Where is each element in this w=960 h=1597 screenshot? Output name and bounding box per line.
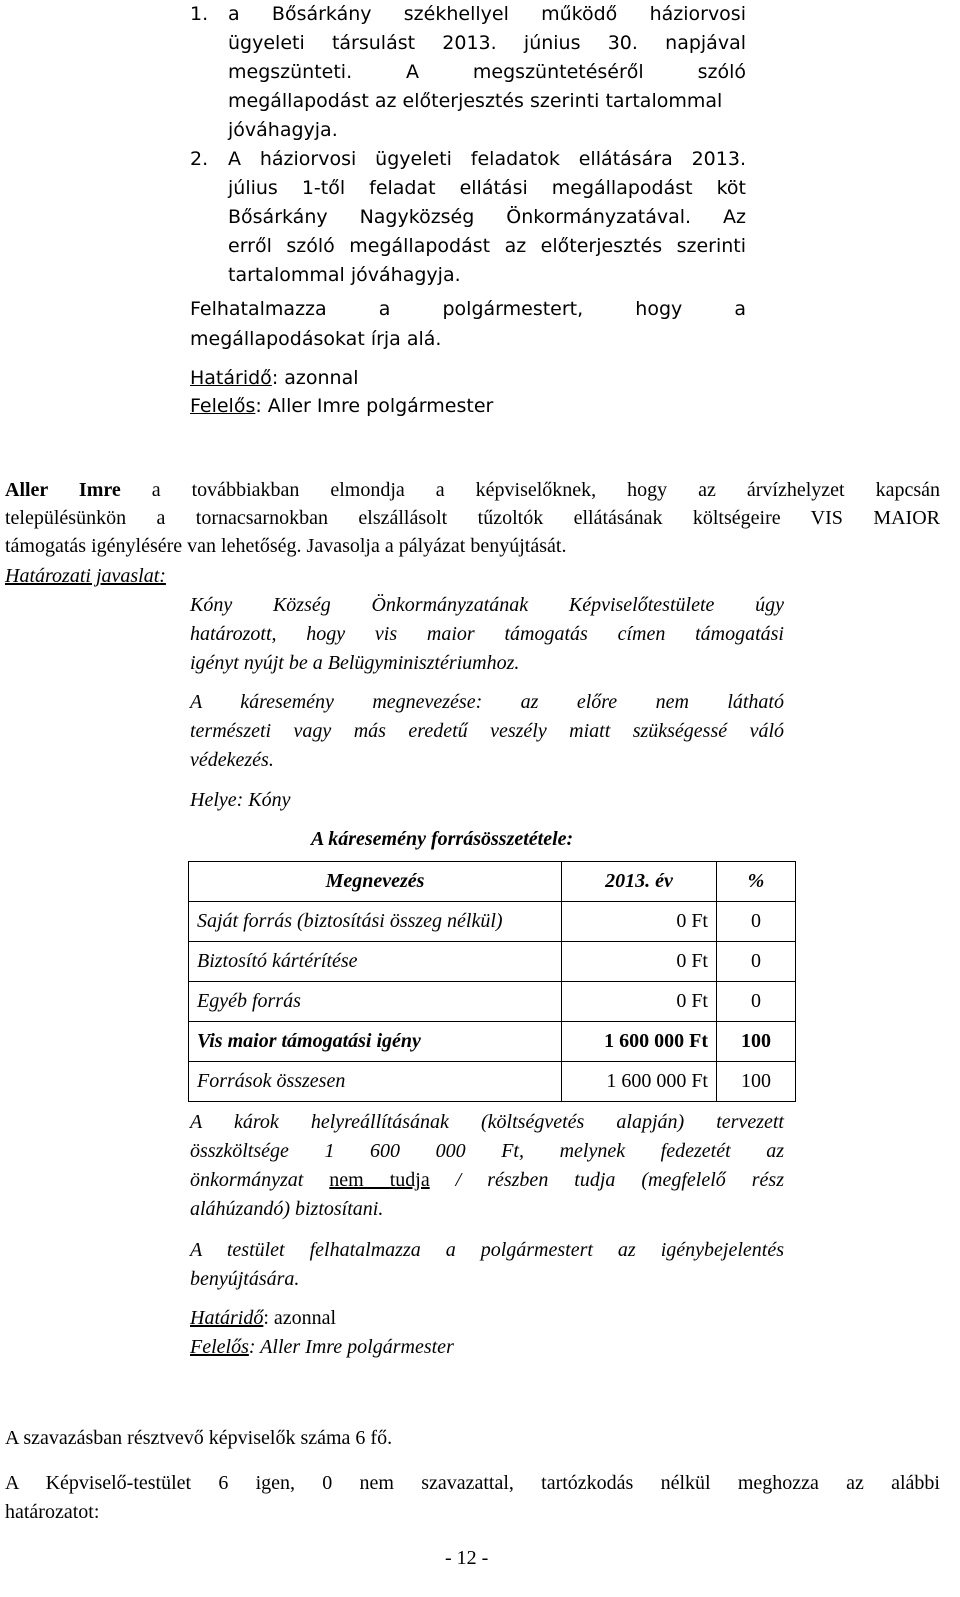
proposal-heading: Határozati javaslat: (5, 565, 166, 587)
proposal-deadline-line (190, 1304, 336, 1332)
table-cell-name: Biztosító kártérítése (189, 942, 562, 982)
auth-line: A testület felhatalmazza a polgármestert az igénybejelentés (190, 1239, 784, 1261)
cost-line: összköltsége 1 600 000 Ft, melynek fedezetét az (190, 1140, 784, 1162)
list-item-1-line: a Bősárkány székhellyel működő háziorvosi (228, 3, 746, 25)
deadline-value: : azonnal (271, 367, 359, 389)
table-cell-pct: 0 (717, 982, 796, 1022)
table-header-cell: Megnevezés (189, 862, 562, 902)
table-cell-pct: 100 (717, 1022, 796, 1062)
table-cell-name: Források összesen (189, 1062, 562, 1102)
authorize-text: Felhatalmazza a polgármestert, hogy a (190, 298, 746, 320)
speech-line: településünkön a tornacsarnokban elszállásolt tűzoltók ellátásának költségeire VIS MAIOR (5, 507, 940, 529)
list-item-2-line: július 1-től feladat ellátási megállapodást köt (228, 177, 746, 199)
page-number: - 12 - (445, 1547, 489, 1569)
table-cell-amount: 1 600 000 Ft (562, 1062, 717, 1102)
list-item-2-line: erről szóló megállapodást az előterjesztés szerinti (228, 235, 746, 257)
list-item-1-line: ügyeleti társulást 2013. június 30. napjával (228, 32, 746, 54)
speech-line: támogatás igénylésére van lehetőség. Javasolja a pályázat benyújtását. (5, 535, 567, 557)
vote-result-line: határozatot: (5, 1501, 100, 1523)
table-header-cell: 2013. év (562, 862, 717, 902)
table-row (189, 942, 796, 982)
cost-line: aláhúzandó) biztosítani. (190, 1198, 384, 1220)
table-header-row (189, 862, 796, 902)
list-item-2-line: Bősárkány Nagyközség Önkormányzatával. Az (228, 206, 746, 228)
speaker-name: Aller Imre (5, 479, 121, 501)
table-cell-pct: 0 (717, 942, 796, 982)
table-row (189, 902, 796, 942)
deadline-label: Határidő (190, 1307, 264, 1329)
responsible-label: Felelős (190, 395, 256, 417)
proposal-para1-line: határozott, hogy vis maior támogatás címen támogatási (190, 623, 784, 645)
proposal-para2-line: védekezés. (190, 749, 274, 771)
vote-count: A szavazásban résztvevő képviselők száma 6 fő. (5, 1427, 393, 1449)
proposal-responsible-line (190, 1333, 454, 1361)
list-item-1-line: megszünteti. A megszüntetéséről szóló (228, 61, 746, 83)
authorize-text: megállapodásokat írja alá. (190, 328, 442, 350)
auth-line: benyújtására. (190, 1268, 300, 1290)
proposal-para2-line: A káresemény megnevezése: az előre nem látható (190, 691, 784, 713)
deadline-line (190, 364, 359, 392)
table-cell-name: Saját forrás (biztosítási összeg nélkül) (189, 902, 562, 942)
responsible-label: Felelős (190, 1336, 249, 1358)
responsible-value: : Aller Imre polgármester (248, 1336, 454, 1358)
deadline-value: : azonnal (263, 1307, 337, 1329)
list-item-2-number: 2. (190, 148, 209, 170)
proposal-para1-line: igényt nyújt be a Belügyminisztériumhoz. (190, 652, 520, 674)
table-cell-amount: 1 600 000 Ft (562, 1022, 717, 1062)
list-item-1-line: megállapodást az előterjesztés szerinti tartalommal (228, 90, 723, 112)
cost-line: A károk helyreállításának (költségvetés alapján) tervezett (190, 1111, 784, 1133)
responsible-line (190, 392, 493, 420)
table-cell-amount: 0 Ft (562, 902, 717, 942)
list-item-1-number: 1. (190, 3, 209, 25)
table-cell-pct: 0 (717, 902, 796, 942)
table-cell-name: Vis maior támogatási igény (189, 1022, 562, 1062)
source-table (188, 861, 796, 1102)
table-title: A káresemény forrásösszetétele: (311, 828, 574, 850)
table-row (189, 1062, 796, 1102)
table-cell-amount: 0 Ft (562, 982, 717, 1022)
table-cell-pct: 100 (717, 1062, 796, 1102)
table-header-cell: % (717, 862, 796, 902)
cost-line: önkormányzat nem tudja / részben tudja (megfelelő rész (190, 1169, 784, 1191)
deadline-label: Határidő (190, 367, 272, 389)
vote-result-line: A Képviselő-testület 6 igen, 0 nem szavazattal, tartózkodás nélkül meghozza az alábbi (5, 1472, 940, 1494)
table-row (189, 1022, 796, 1062)
table-cell-amount: 0 Ft (562, 942, 717, 982)
list-item-2-line: A háziorvosi ügyeleti feladatok ellátására 2013. (228, 148, 746, 170)
proposal-para2-line: természeti vagy más eredetű veszély miatt szükségessé váló (190, 720, 784, 742)
table-cell-name: Egyéb forrás (189, 982, 562, 1022)
list-item-2-line: tartalommal jóváhagyja. (228, 264, 461, 286)
list-item-1-line: jóváhagyja. (228, 119, 338, 141)
table-row (189, 982, 796, 1022)
underlined-option: nem tudja (329, 1169, 430, 1191)
place-line: Helye: Kóny (190, 789, 291, 811)
responsible-value: : Aller Imre polgármester (255, 395, 494, 417)
proposal-para1-line: Kóny Község Önkormányzatának Képviselőtestülete úgy (190, 594, 784, 616)
speech-line: Aller Imre a továbbiakban elmondja a képviselőknek, hogy az árvízhelyzet kapcsán (5, 479, 940, 501)
